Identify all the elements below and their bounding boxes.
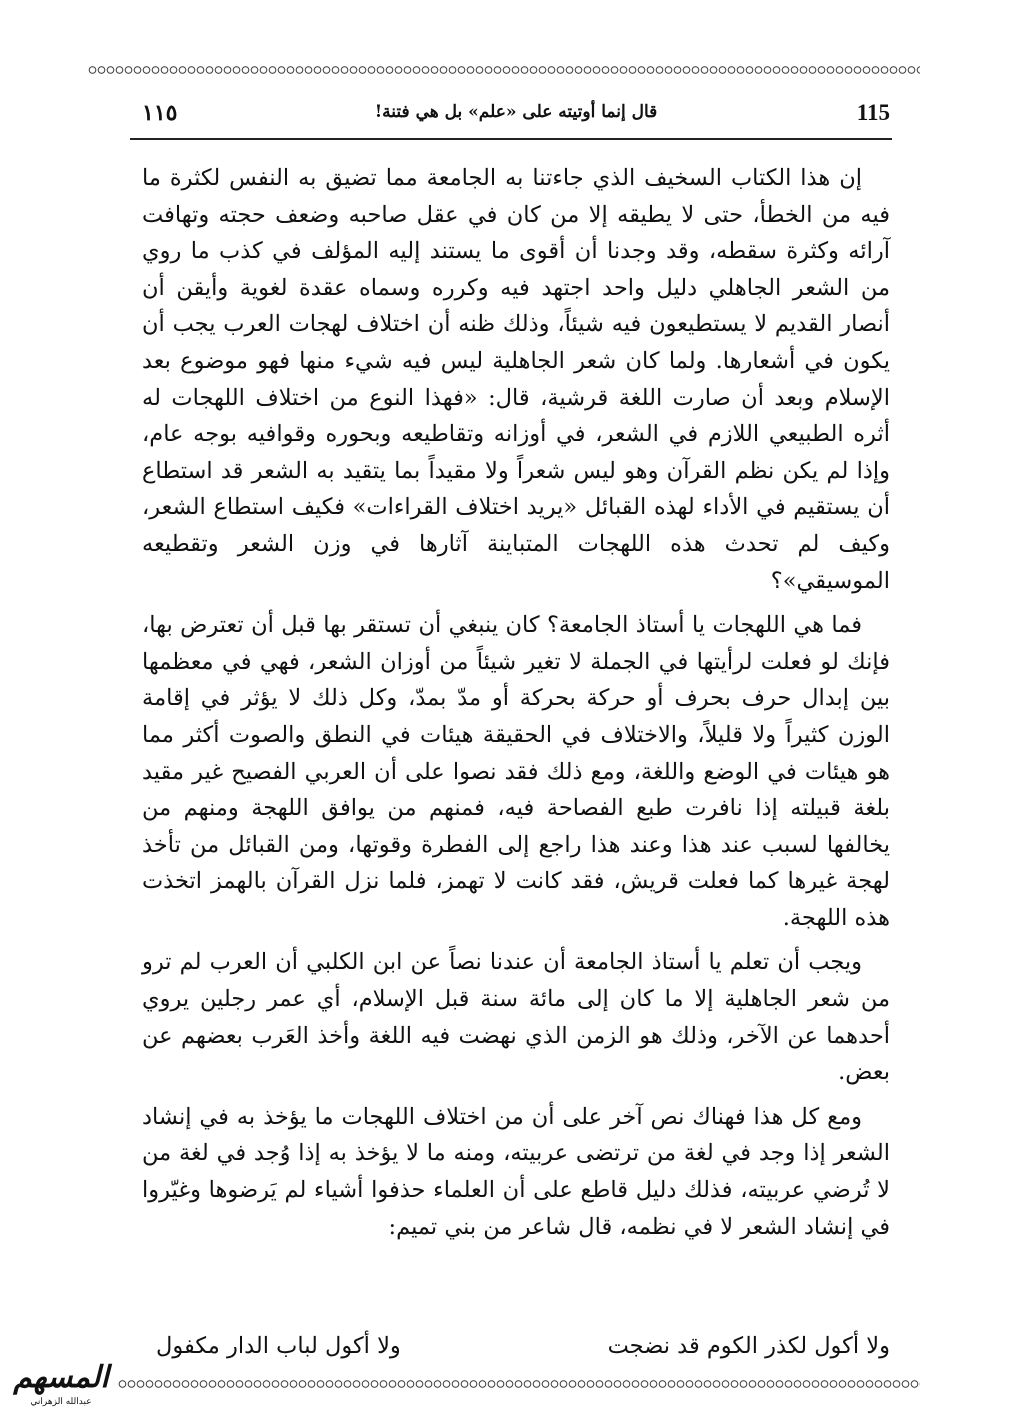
paragraph: إن هذا الكتاب السخيف الذي جاءتنا به الجامعة مما تضيق به النفس لكثرة ما فيه من الخطأ، حتى لا يطيقه إلا من كان في عقل صاحبه وضعف حجته وتهافت آرائه وكثرة سقطه، وقد وجدنا أن أقوى ما يستند إليه المؤلف في كذب ما روي من الشعر الجاهلي دليل واحد اجتهد فيه وكرره وسماه عقدة لغوية وأيقن أن أنصار القديم لا يستطيعون فيه شيئاً، وذلك ظنه أن اختلاف لهجات العرب يجب أن يكون في أشعارها. ولما كان شعر الجاهلية ليس فيه شيء منها فهو موضوع بعد الإسلام وبعد أن صارت اللغة قرشية، قال: «فهذا النوع من اختلاف اللهجات له أثره الطبيعي اللازم في الشعر، في أوزانه وتقاطيعه وبحوره وقوافيه بوجه عام، وإذا لم يكن نظم القرآن وهو ليس شعراً ولا مقيداً بما يتقيد به الشعر قد استطاع أن يستقيم في الأداء لهذه القبائل «يريد اختلاف القراءات» فكيف استطاع الشعر، وكيف لم تحدث هذه اللهجات المتباينة آثارها في وزن الشعر وتقطيعه الموسيقي»؟	[142, 165, 890, 594]
header-rule	[130, 138, 892, 140]
paragraph: فما هي اللهجات يا أستاذ الجامعة؟ كان ينبغي أن تستقر بها قبل أن تعترض بها، فإنك لو فعلت لرأيتها في الجملة لا تغير شيئاً من أوزان الشعر، فهي في معظمها بين إبدال حرف بحرف أو حركة بحركة أو مدّ بمدّ، وكل ذلك لا يؤثر في إقامة الوزن كثيراً ولا قليلاً، والاختلاف في الحقيقة هيئات في النطق والصوت أكثر مما هو هيئات في الوضع واللغة، ومع ذلك فقد نصوا على أن العربي الفصيح غير مقيد بلغة قبيلته إذا نافرت طبع الفصاحة فيه، فمنهم من يوافق اللهجة ومنهم من يخالفها لسبب عند هذا وعند هذا راجع إلى الفطرة وقوتها، ومن القبائل من تأخذ لهجة غيرها كما فعلت قريش، فقد كانت لا تهمز، فلما نزل القرآن بالهمز اتخذت هذه اللهجة.	[142, 612, 890, 931]
verse-second-hemistich: ولا أكول لباب الدار مكفول	[156, 1333, 401, 1359]
paragraph: ويجب أن تعلم يا أستاذ الجامعة أن عندنا نصاً عن ابن الكلبي أن العرب لم ترو من شعر الجاهلية إلا ما كان إلى مائة سنة قبل الإسلام، أي عمر رجلين يروي أحدهما عن الآخر، وذلك هو الزمن الذي نهضت فيه اللغة وأخذ العَرب بعضهم عن بعض.	[142, 949, 890, 1086]
paragraph: ومع كل هذا فهناك نص آخر على أن من اختلاف اللهجات ما يؤخذ به في إنشاد الشعر إذا وجد في لغة من ترتضى عربيته، ومنه ما لا يؤخذ به إذا وُجد في لغة من لا تُرضي عربيته، فذلك دليل قاطع على أن العلماء حذفوا أشياء لم يَرضوها وغيّروا في إنشاد الشعر لا في نظمه، قال شاعر من بني تميم:	[142, 1103, 890, 1240]
page-number-arabic: ١١٥	[142, 100, 178, 126]
watermark-stamp	[2, 1360, 120, 1418]
page-header	[142, 100, 890, 136]
stamp-sub-text: عبدالله الزهراني	[30, 1397, 92, 1407]
bottom-ornamental-border	[118, 1378, 920, 1390]
verse-first-hemistich: ولا أكول لكذر الكوم قد نضجت	[607, 1333, 890, 1359]
stamp-main-text: المسهم	[13, 1360, 109, 1395]
top-ornamental-border	[88, 64, 920, 76]
body-text	[142, 160, 890, 1253]
running-title: قال إنما أوتيته على «علم» بل هي فتنة!	[374, 102, 658, 122]
page-number-latin: 115	[856, 100, 890, 125]
